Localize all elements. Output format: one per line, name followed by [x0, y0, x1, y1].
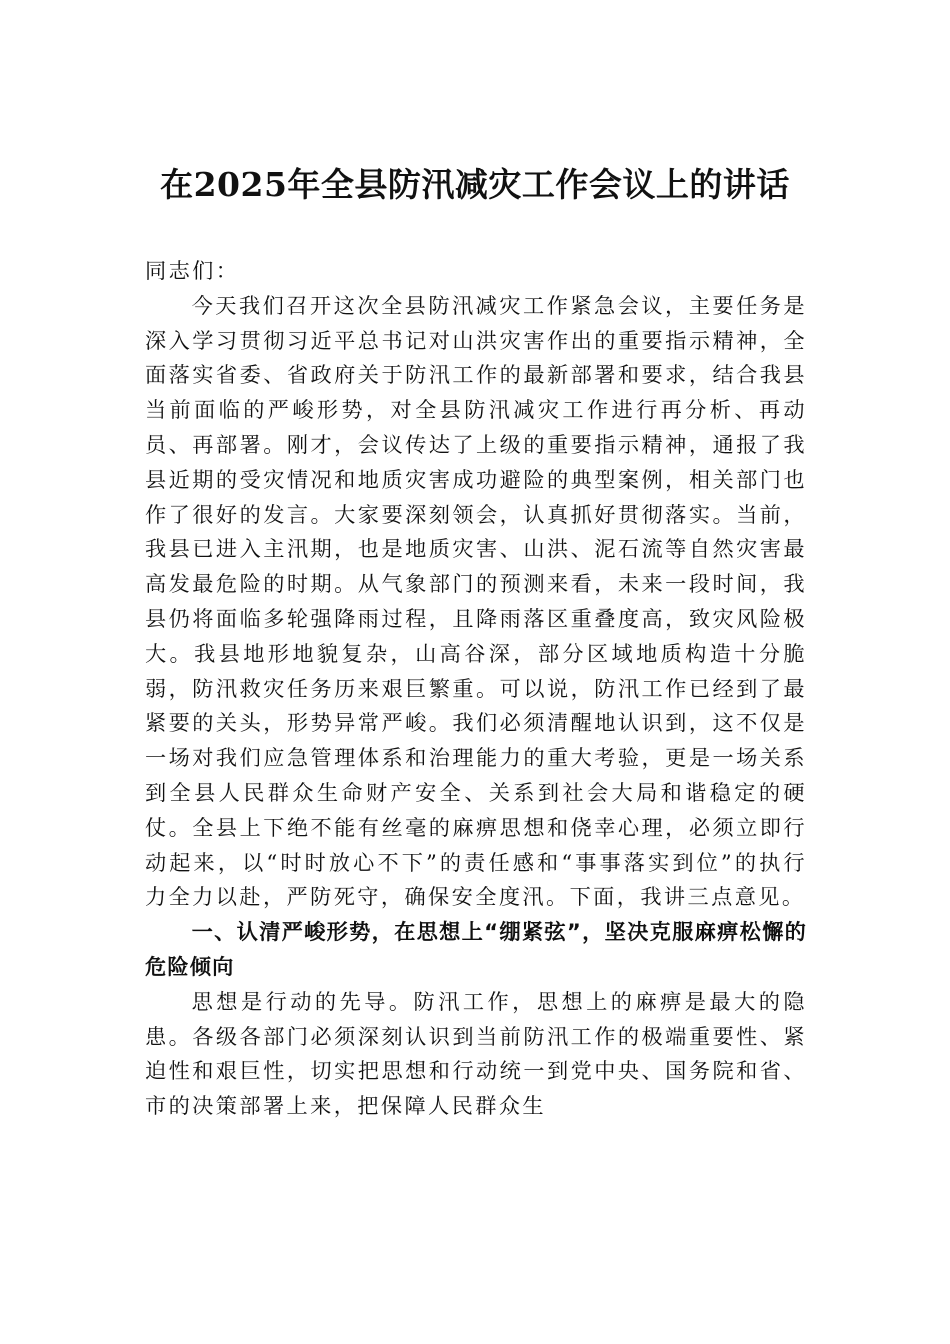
document-body: [145, 254, 807, 1124]
section-heading: 一、认清严峻形势，在思想上“绷紧弦”，坚决克服麻痹松懈的危险倾向: [145, 919, 807, 979]
document-title: 在2025年全县防汛减灾工作会议上的讲话: [160, 165, 790, 204]
intro-paragraph: 今天我们召开这次全县防汛减灾工作紧急会议，主要任务是深入学习贯彻习近平总书记对山洪灾害作出的重要指示精神，全面落实省委、省政府关于防汛工作的最新部署和要求，结合我县当前面临的严峻形势，对全县防汛减灾工作进行再分析、再动员、再部署。刚才，会议传达了上级的重要指示精神，通报了我县近期的受灾情况和地质灾害成功避险的典型案例，相关部门也作了很好的发言。大家要深刻领会，认真抓好贯彻落实。当前，我县已进入主汛期，也是地质灾害、山洪、泥石流等自然灾害最高发最危险的时期。从气象部门的预测来看，未来一段时间，我县仍将面临多轮强降雨过程，且降雨落区重叠度高，致灾风险极大。我县地形地貌复杂，山高谷深，部分区域地质构造十分脆弱，防汛救灾任务历来艰巨繁重。可以说，防汛工作已经到了最紧要的关头，形势异常严峻。我们必须清醒地认识到，这不仅是一场对我们应急管理体系和治理能力的重大考验，更是一场关系到全县人民群众生命财产安全、关系到社会大局和谐稳定的硬仗。全县上下绝不能有丝毫的麻痹思想和侥幸心理，必须立即行动起来，以“时时放心不下”的责任感和“事事落实到位”的执行力全力以赴，严防死守，确保安全度汛。下面，我讲三点意见。: [145, 292, 807, 910]
salutation: 同志们：: [145, 258, 240, 283]
section-paragraph: 思想是行动的先导。防汛工作，思想上的麻痹是最大的隐患。各级各部门必须深刻认识到当前防汛工作的极端重要性、紧迫性和艰巨性，切实把思想和行动统一到党中央、国务院和省、市的决策部署上来，把保障人民群众生: [145, 988, 807, 1119]
